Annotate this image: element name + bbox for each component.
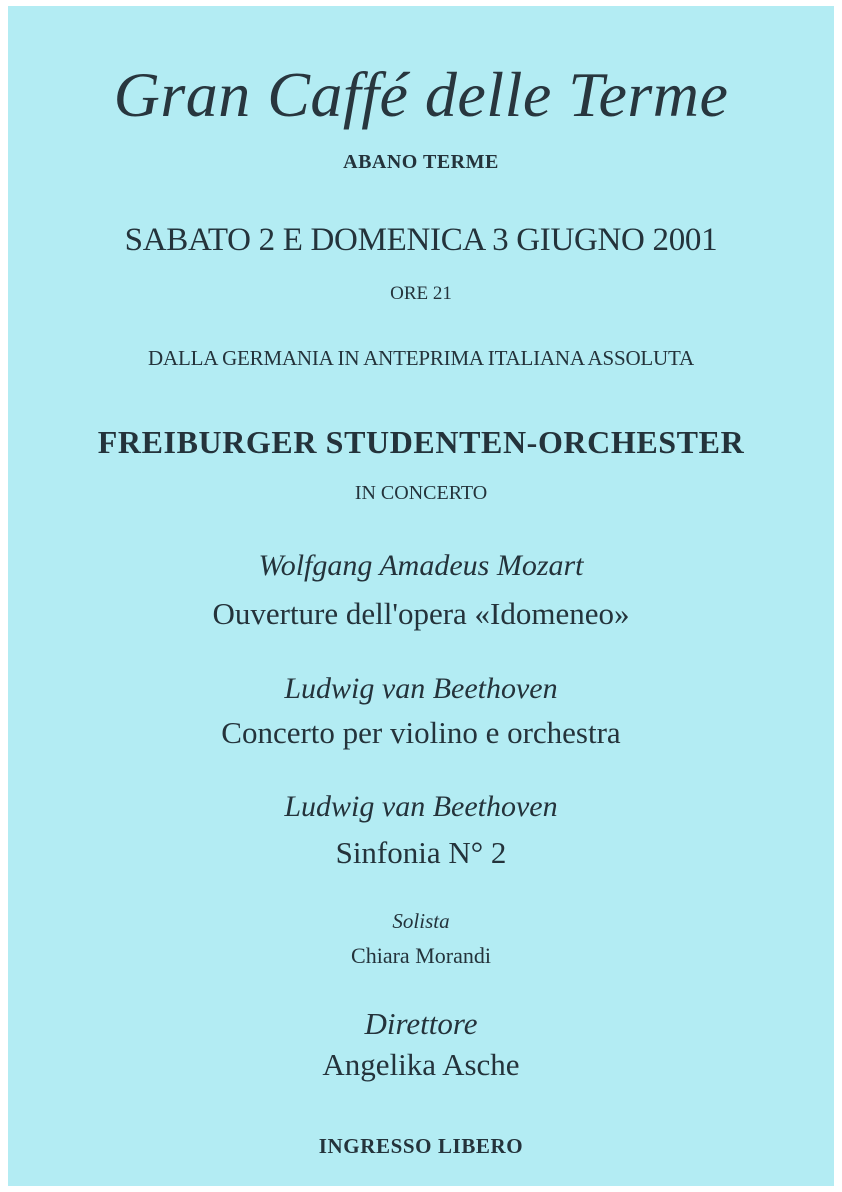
orchestra-name: FREIBURGER STUDENTEN-ORCHESTER xyxy=(97,424,745,460)
soloist-label: Solista xyxy=(392,909,450,933)
conductor-label: Direttore xyxy=(364,1006,478,1041)
program-work: Ouverture dell'opera «Idomeneo» xyxy=(212,596,630,631)
venue-title: Gran Caffé delle Terme xyxy=(113,59,729,130)
conductor-name: Angelika Asche xyxy=(322,1047,520,1082)
event-intro: DALLA GERMANIA IN ANTEPRIMA ITALIANA ASSOLUTA xyxy=(148,346,694,370)
program-composer: Wolfgang Amadeus Mozart xyxy=(258,549,584,582)
program-composer: Ludwig van Beethoven xyxy=(284,672,558,705)
concert-poster xyxy=(8,6,834,1186)
venue-city: ABANO TERME xyxy=(343,151,499,173)
admission-notice: INGRESSO LIBERO xyxy=(318,1134,524,1158)
event-time: ORE 21 xyxy=(390,283,452,304)
soloist-name: Chiara Morandi xyxy=(351,943,491,968)
program-work: Concerto per violino e orchestra xyxy=(221,715,621,750)
event-date: SABATO 2 E DOMENICA 3 GIUGNO 2001 xyxy=(124,222,718,258)
program-work: Sinfonia N° 2 xyxy=(335,835,507,870)
event-type: IN CONCERTO xyxy=(354,482,488,504)
program-composer: Ludwig van Beethoven xyxy=(284,790,558,823)
